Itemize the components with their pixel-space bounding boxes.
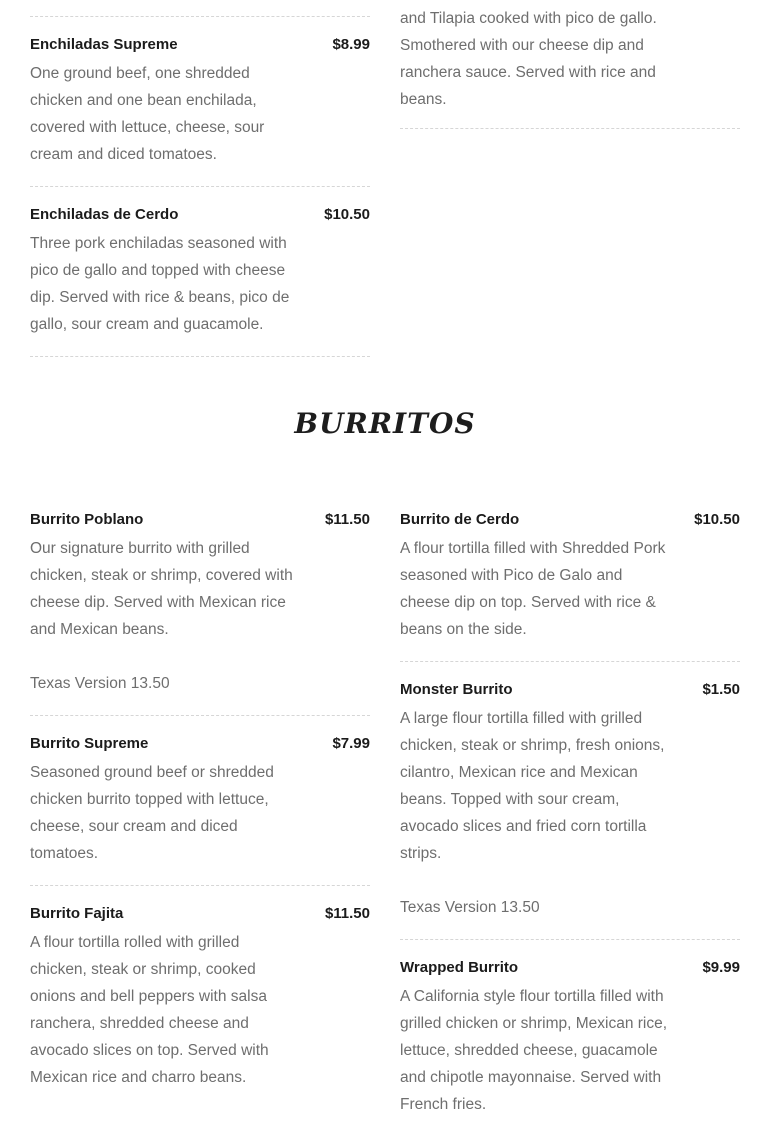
- item-name: Burrito Fajita: [30, 905, 124, 922]
- item-name: Burrito Supreme: [30, 735, 149, 752]
- item-price: $10.50: [694, 511, 740, 528]
- burritos-right-column: [400, 490, 740, 1136]
- item-divider: [400, 128, 740, 129]
- item-description-partial: [400, 5, 680, 113]
- item-description: Three pork enchiladas seasoned with pico de gallo and topped with cheese dip. Served with rice & beans, pico de gallo, sour cream and guacamole.: [30, 235, 290, 333]
- item-description: A large flour tortilla filled with grilled chicken, steak or shrimp, fresh onions, cilantro, Mexican rice and Mexican beans. Topped with sour cream, avocado slices and fried corn tortilla strips.: [400, 710, 665, 862]
- partial-line: Smothered with our cheese dip and: [400, 37, 644, 54]
- partial-line: ranchera sauce. Served with rice and: [400, 64, 656, 81]
- item-name: Enchiladas de Cerdo: [30, 206, 179, 223]
- menu-item: [400, 662, 740, 940]
- item-name: Wrapped Burrito: [400, 959, 519, 976]
- item-description: Seasoned ground beef or shredded chicken burrito topped with lettuce, cheese, sour cream and diced tomatoes.: [30, 764, 274, 862]
- item-description: A California style flour tortilla filled with grilled chicken or shrimp, Mexican rice, lettuce, shredded cheese, guacamole and chipotle mayonnaise. Served with French fries.: [400, 988, 668, 1113]
- item-description: One ground beef, one shredded chicken and one bean enchilada, covered with lettuce, cheese, sour cream and diced tomatoes.: [30, 65, 265, 163]
- item-name: Monster Burrito: [400, 681, 513, 698]
- menu-item: [30, 17, 370, 187]
- menu-item: [400, 940, 740, 1136]
- menu-item: [30, 716, 370, 886]
- section-title: BURRITOS: [294, 407, 476, 440]
- item-description: A flour tortilla filled with Shredded Pork seasoned with Pico de Galo and cheese dip on top. Served with rice & beans on the side.: [400, 540, 666, 638]
- menu-item: [400, 490, 740, 662]
- item-price: $9.99: [702, 959, 740, 976]
- burritos-left-column: [30, 490, 370, 1109]
- item-price: $11.50: [324, 905, 370, 922]
- item-price: $11.50: [324, 511, 370, 528]
- item-texas-version: Texas Version 13.50: [30, 675, 170, 692]
- menu-item: [30, 886, 370, 1109]
- top-right-column: [400, 5, 740, 129]
- item-description: A flour tortilla rolled with grilled chicken, steak or shrimp, cooked onions and bell peppers with salsa ranchera, shredded cheese and avocado slices on top. Served with Mexican rice and charro beans.: [30, 934, 269, 1086]
- item-price: $10.50: [324, 206, 370, 223]
- item-price: $8.99: [332, 36, 370, 53]
- menu-item: [30, 490, 370, 716]
- item-description: Our signature burrito with grilled chicken, steak or shrimp, covered with cheese dip. Served with Mexican rice and Mexican beans.: [30, 540, 293, 638]
- item-texas-version: Texas Version 13.50: [400, 899, 540, 916]
- menu-item: [30, 187, 370, 357]
- top-left-column: [30, 16, 370, 357]
- item-name: Burrito Poblano: [30, 511, 144, 528]
- item-price: $1.50: [702, 681, 740, 698]
- partial-line: beans.: [400, 91, 447, 108]
- item-name: Burrito de Cerdo: [400, 511, 520, 528]
- partial-line: and Tilapia cooked with pico de gallo.: [400, 10, 657, 27]
- item-price: $7.99: [332, 735, 370, 752]
- item-name: Enchiladas Supreme: [30, 36, 178, 53]
